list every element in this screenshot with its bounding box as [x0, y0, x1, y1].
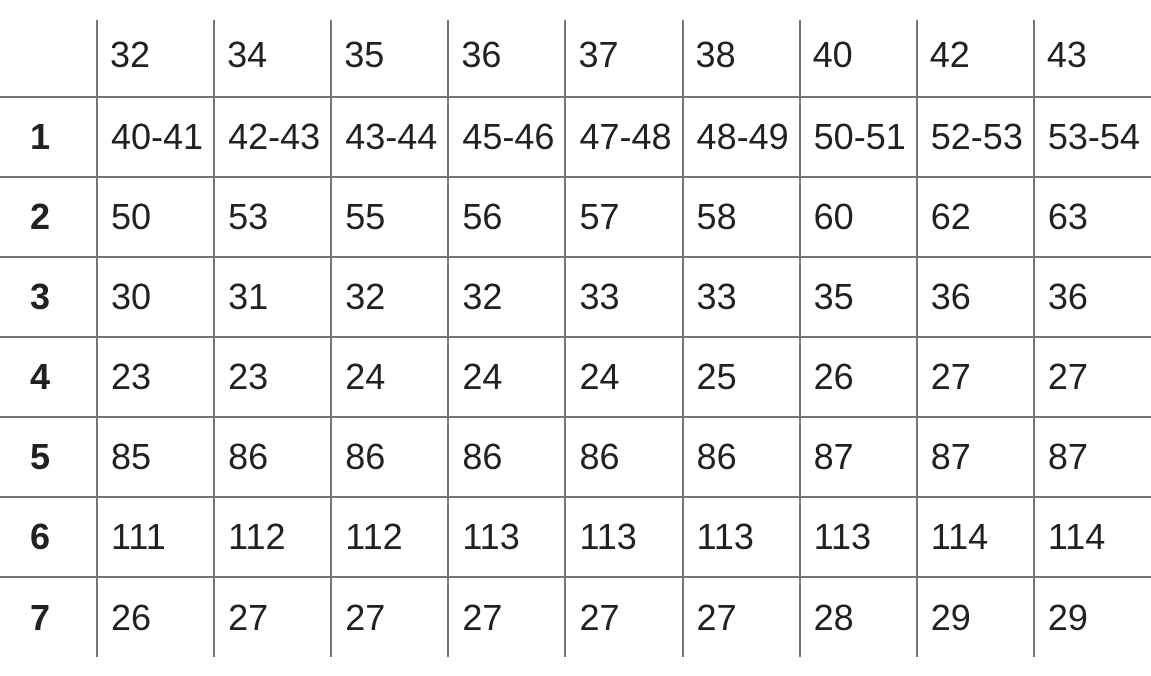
table-cell: 87: [917, 417, 1034, 497]
table-cell: 29: [917, 577, 1034, 657]
table-cell: 36: [917, 257, 1034, 337]
table-row: [0, 497, 1151, 577]
table-cell: 113: [800, 497, 917, 577]
table-cell: 52-53: [917, 97, 1034, 177]
table-cell: 23: [214, 337, 331, 417]
column-header: 42: [917, 0, 1034, 97]
table-row: [0, 257, 1151, 337]
column-header: 38: [683, 0, 800, 97]
table-cell: 57: [565, 177, 682, 257]
table-cell: 29: [1034, 577, 1151, 657]
column-header: 37: [565, 0, 682, 97]
table-cell: 53: [214, 177, 331, 257]
table-cell: 86: [448, 417, 565, 497]
table-cell: 27: [214, 577, 331, 657]
column-header: 35: [331, 0, 448, 97]
table-cell: 45-46: [448, 97, 565, 177]
header-row: [0, 0, 1151, 97]
table-cell: 24: [448, 337, 565, 417]
table-cell: 26: [800, 337, 917, 417]
table-cell: 113: [683, 497, 800, 577]
table-header: [0, 0, 1151, 97]
table-cell: 27: [683, 577, 800, 657]
row-label: 5: [0, 417, 97, 497]
column-header: 32: [97, 0, 214, 97]
table-cell: 87: [800, 417, 917, 497]
table-cell: 50-51: [800, 97, 917, 177]
table-cell: 32: [331, 257, 448, 337]
table-cell: 86: [331, 417, 448, 497]
table-cell: 50: [97, 177, 214, 257]
table-cell: 87: [1034, 417, 1151, 497]
table-cell: 31: [214, 257, 331, 337]
row-label: 6: [0, 497, 97, 577]
row-label: 1: [30, 116, 51, 157]
row-label: 7: [0, 577, 97, 657]
table-row: [0, 337, 1151, 417]
table-row: [0, 97, 1151, 177]
column-header: 36: [448, 0, 565, 97]
table-cell: 27: [917, 337, 1034, 417]
table-cell: 62: [917, 177, 1034, 257]
table-cell: 24: [331, 337, 448, 417]
table-cell: 111: [97, 497, 214, 577]
table-cell: 48-49: [683, 97, 800, 177]
table-cell: 24: [565, 337, 682, 417]
table-cell: 26: [97, 577, 214, 657]
table-row: [0, 177, 1151, 257]
table-cell: 86: [214, 417, 331, 497]
table-cell: 60: [800, 177, 917, 257]
table-cell: 85: [97, 417, 214, 497]
column-header: 34: [214, 0, 331, 97]
table-cell: 32: [448, 257, 565, 337]
row-label: 2: [0, 177, 97, 257]
table-cell: 113: [565, 497, 682, 577]
table-cell: 112: [331, 497, 448, 577]
table-cell: 35: [800, 257, 917, 337]
table-cell: 27: [1034, 337, 1151, 417]
table-cell: 43-44: [331, 97, 448, 177]
table-cell: 42-43: [214, 97, 331, 177]
table-cell: 47-48: [565, 97, 682, 177]
table-cell: 33: [683, 257, 800, 337]
table-cell: 40-41: [97, 97, 214, 177]
table-cell: 33: [565, 257, 682, 337]
table-cell: 27: [448, 577, 565, 657]
table-row: [0, 577, 1151, 657]
table-cell: 25: [683, 337, 800, 417]
table-cell: 58: [683, 177, 800, 257]
table-cell: 113: [448, 497, 565, 577]
table-cell: 63: [1034, 177, 1151, 257]
table-cell: 27: [331, 577, 448, 657]
table-cell: 86: [565, 417, 682, 497]
row-label: 3: [0, 257, 97, 337]
table-cell: 36: [1034, 257, 1151, 337]
table-cell: 114: [917, 497, 1034, 577]
table-row: [0, 417, 1151, 497]
row-label: 4: [0, 337, 97, 417]
table-cell: 55: [331, 177, 448, 257]
column-header: 40: [800, 0, 917, 97]
table-cell: 56: [448, 177, 565, 257]
table-cell: 53-54: [1034, 97, 1151, 177]
table-cell: 86: [683, 417, 800, 497]
corner-cell: [0, 0, 97, 97]
table-cell: 114: [1034, 497, 1151, 577]
table-body: [0, 97, 1151, 657]
table-cell: 112: [214, 497, 331, 577]
table-cell: 23: [97, 337, 214, 417]
table-cell: 30: [97, 257, 214, 337]
column-header: 43: [1034, 0, 1151, 97]
table-cell: 28: [800, 577, 917, 657]
table-cell: 27: [565, 577, 682, 657]
